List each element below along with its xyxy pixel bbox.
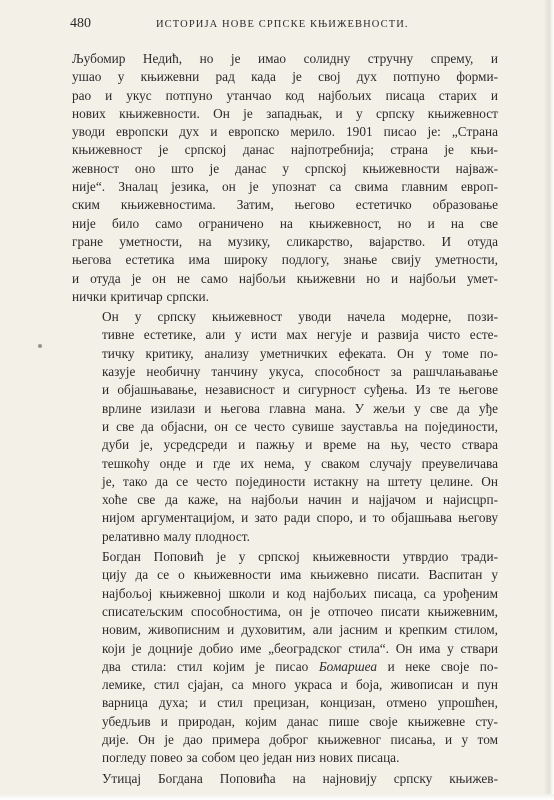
paragraph-bogdan-popovic <box>72 548 498 768</box>
text-line: његова естетика има широку подлогу, знање свију уметности, <box>72 252 498 268</box>
text-line: и објашњавање, независност и сигурност суђења. Из те његове <box>102 382 498 398</box>
text-line: тешкоћу онде и где их нема, у сваком случају преувеличава <box>102 455 498 471</box>
paragraph-nedic <box>72 50 498 306</box>
text-line: уводи европски дух и европско мерило. 1901 писао је: „Страна <box>72 124 498 140</box>
text-line: Он у српску књижевност уводи начела модерне, пози- <box>102 309 498 325</box>
text-line: погледу повео за собом цео један низ нових писаца. <box>102 750 400 766</box>
text-line: врлине изилази и његова главна мана. У жељи у све да уђе <box>102 400 498 416</box>
text-line: релативно малу плодност. <box>102 528 250 544</box>
text-line: гране уметности, на музику, сликарство, вајарство. И отуда <box>72 233 498 249</box>
text-line: дије. Он је дао примера доброг књижевног писања, и у том <box>102 731 498 747</box>
text-line: није било само ограничено на књижевност, но и на све <box>72 215 498 231</box>
text-line: убедљив и природан, којим данас пише своје књижевне сту- <box>102 713 498 729</box>
text-line: је, тако да се често појединости истакну на штету целине. Он <box>102 473 498 489</box>
page-edge-bottom <box>0 794 554 800</box>
paragraph-modern-aesthetics <box>72 308 498 546</box>
text-line: и све да објасни, он се често сувише зауставља на појединости, <box>102 418 498 434</box>
text-line: Богдан Поповић је у српској књижевности утврдио тради- <box>102 549 498 565</box>
italic-name: Бомаршеа <box>318 658 378 674</box>
text-line: жевност оно што је данас у српској књижевности најваж- <box>72 160 498 176</box>
text-line: тивне естетике, али у исти мах негује и развија чисто есте- <box>102 327 498 343</box>
text-line: нових књижевности. Он је западњак, и у српску књижевност <box>72 105 498 121</box>
text-line: није“. Зналац језика, он је упознат са свима главним европ- <box>72 179 498 195</box>
text-line: Љубомир Недић, но је имао солидну стручну спрему, и <box>72 51 498 66</box>
text-line: варница духа; и стил прецизан, концизан, отмено упрошћен, <box>102 695 498 711</box>
page-number: 480 <box>70 16 91 31</box>
paragraph-influence <box>72 770 498 788</box>
running-title: ИСТОРИЈА НОВЕ СРПСКЕ КЊИЖЕВНОСТИ. <box>156 19 409 30</box>
page-body <box>72 50 498 788</box>
text-line: рао и укус потпуно утанчао код најбољих писаца старих и <box>72 87 498 103</box>
text-fragment: два стила: стил којим је писао <box>102 658 309 674</box>
text-line-with-italic <box>72 658 498 676</box>
text-line: дуби је, усредсреди и пажњу и време на њу, често ствара <box>102 437 498 453</box>
text-line: казује необичну танчину укуса, способност за рашчлањавање <box>102 364 498 380</box>
text-line: нијом аргументацијом, и зато ради споро, и то објашњава његову <box>102 510 498 526</box>
text-line: тичку критику, анализу уметничких ефеката. Он у томе по- <box>102 345 498 361</box>
page-header <box>70 16 500 36</box>
text-line: лемике, стил сјајан, са много украса и боја, живописан и пун <box>102 677 498 693</box>
text-line: новим, живописним и духовитим, али јасним и крепким стилом, <box>102 622 498 638</box>
text-line: Утицај Богдана Поповића на најновију српску књижев- <box>102 770 498 786</box>
text-line: хоће све да каже, на најбољи начин и најјачом и најисцрп- <box>102 492 498 508</box>
text-line: и отуда је он не само најбољи књижевни но и најбољи умет- <box>72 270 498 286</box>
text-line: ским књижевностима. Затим, његово естетичко образовање <box>72 197 498 213</box>
page-edge-shadow <box>544 0 554 800</box>
text-line: који је доцније добио име „београдског стила“. Он има у ствари <box>102 640 498 656</box>
text-line: најбољој књижевној школи и код најбољих писаца, са урођеним <box>102 585 498 601</box>
text-line: цију да се о књижевности има књижевно писати. Васпитан у <box>102 567 498 583</box>
margin-mark <box>38 344 42 348</box>
text-fragment: и неке своје по- <box>387 658 498 674</box>
text-line: ушао у књижевни рад када је свој дух потпуно форми- <box>72 69 498 85</box>
text-line: списатељским способностима, он је отпочео писати књижевним, <box>102 603 498 619</box>
text-line: нички критичар српски. <box>72 288 210 304</box>
text-line: књижевност је српској данас најпотребнија; страна је књи- <box>72 142 498 158</box>
